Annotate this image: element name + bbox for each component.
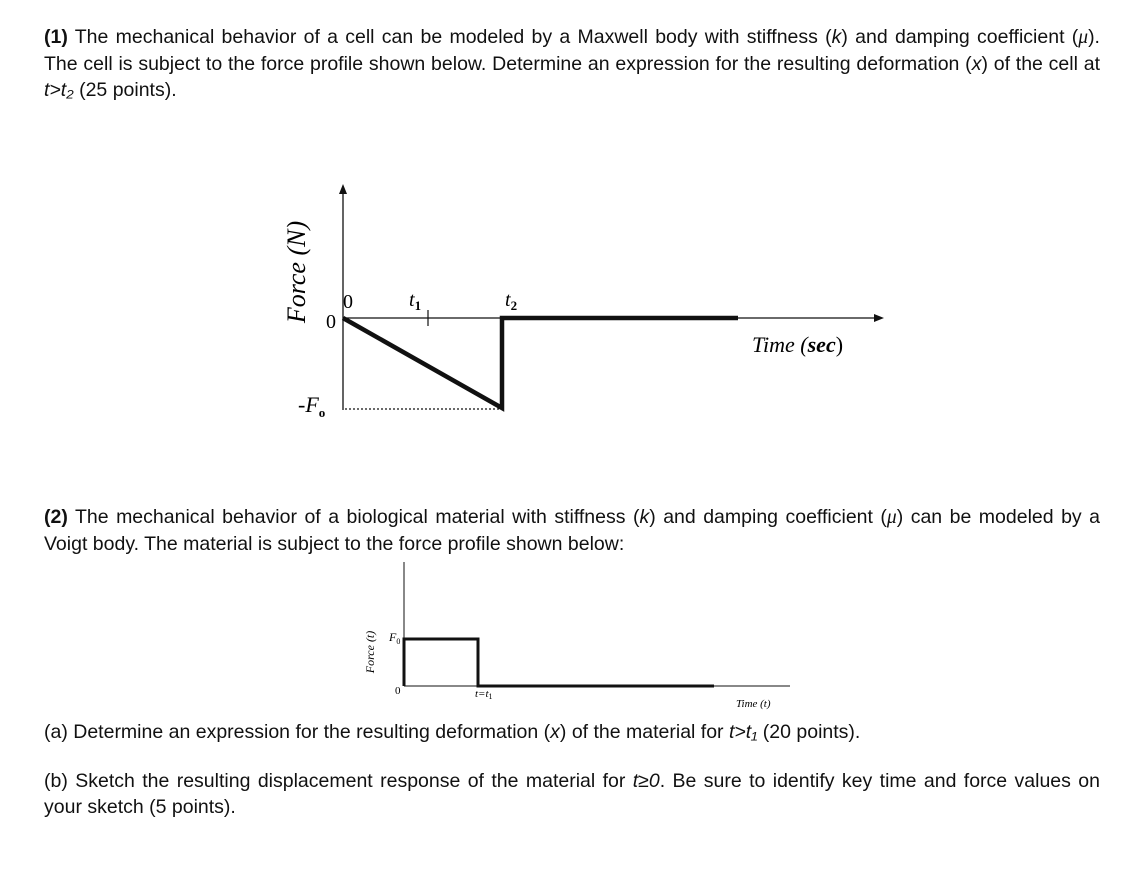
fig1-neg-f0-label: $-F_o$ (298, 392, 326, 420)
fig2-t1-label: t=t1 (475, 688, 493, 701)
question-2-text: (2) The mechanical behavior of a biological material with stiffness (k) and damping coefficient (μ) can be modeled by a Voigt body. The material is subject to the force profile shown below: (44, 506, 1100, 555)
fig1-y-label: Force (N) (282, 220, 311, 324)
fig2-y-label: Force (t) (363, 630, 377, 674)
fig1-force-curve (343, 318, 738, 408)
question-1-text: (1) The mechanical behavior of a cell can be modeled by a Maxwell body with stiffness (k) and damping coefficient (μ). The cell is subject to the force profile shown below. Determine an expression for the resulting deformation (x) of the cell at t>t₂ (25 points). (44, 26, 1100, 101)
question-2-number: (2) (44, 506, 68, 528)
fig1-t2-label: $t_2$ (505, 289, 518, 313)
fig1-y-axis-arrow (339, 184, 347, 194)
fig1-t1-label: $t_1$ (409, 289, 422, 313)
fig1-x-axis-arrow (874, 314, 884, 322)
fig1-origin-y: 0 (326, 311, 336, 333)
fig2-origin-label: 0 (395, 685, 401, 697)
fig1-x-label: Time (sec) (752, 332, 844, 357)
fig2-f0-label: $F_0$ (389, 630, 401, 646)
question-2a-text: (a) Determine an expression for the resulting deformation (x) of the material for t>t₁ (20 points). (44, 721, 861, 743)
question-2b-text: (b) Sketch the resulting displacement response of the material for t≥0. Be sure to identify key time and force values on your sketch (5 points). (44, 770, 1100, 818)
fig1-origin-x: 0 (343, 291, 353, 313)
fig2-x-label: Time (t) (736, 698, 771, 710)
question-1-number: (1) (44, 26, 68, 48)
